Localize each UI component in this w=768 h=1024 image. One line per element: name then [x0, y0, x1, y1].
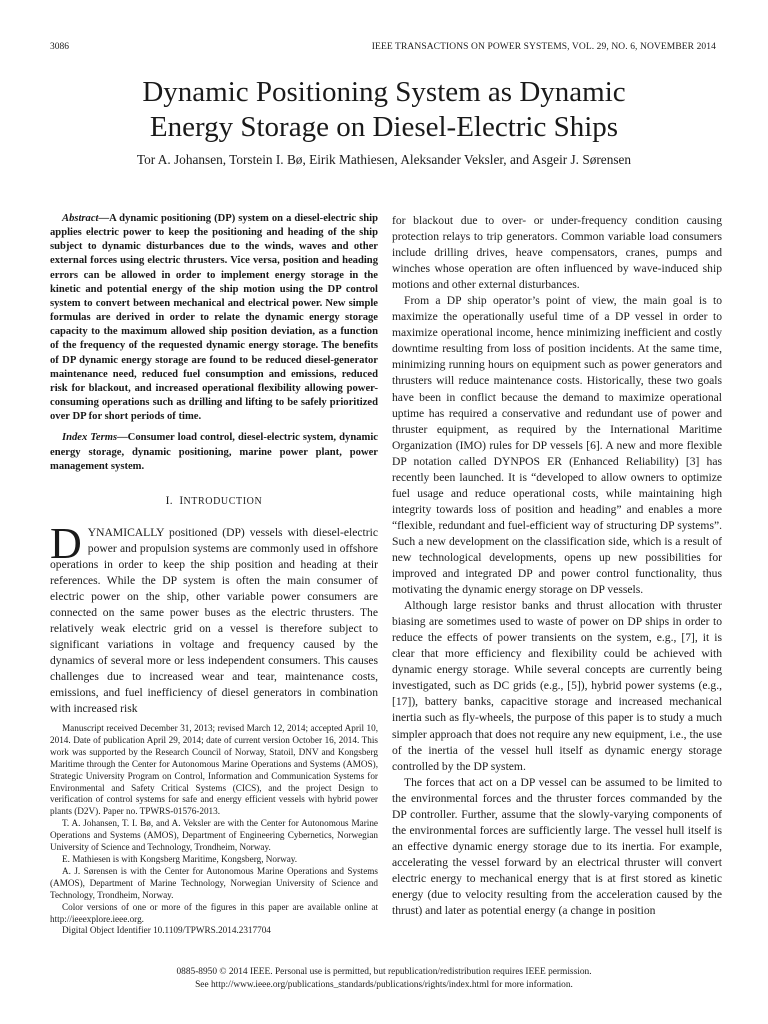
- index-terms-text: —Consumer load control, diesel-electric system, dynamic energy storage, dynamic positioning, marine power plant, power management system.: [50, 432, 378, 472]
- footnote-doi: Digital Object Identifier 10.1109/TPWRS.2014.2317704: [62, 925, 271, 936]
- intro-paragraph: [50, 518, 378, 718]
- right-column: [392, 213, 722, 919]
- footnote-affiliation-3: A. J. Sørensen is with the Center for Autonomous Marine Operations and Systems (AMOS), Department of Marine Technology, Norwegian University of Science and Technology, Trondheim, Norway.: [50, 865, 378, 900]
- copyright-line-1: 0885-8950 © 2014 IEEE. Personal use is permitted, but republication/redistribution requires IEEE permission.: [176, 967, 592, 977]
- intro-first-word: YNAMICALLY: [87, 525, 165, 539]
- author-list: Tor A. Johansen, Torstein I. Bø, Eirik Mathiesen, Aleksander Veksler, and Asgeir J. Sørensen: [136, 152, 632, 167]
- footnote-manuscript: Manuscript received December 31, 2013; revised March 12, 2014; accepted April 10, 2014. Date of publication April 29, 2014; date of current version October 16, 2014. This work was supported by the Research Council of Norway, Statoil, DNV and Kongsberg Maritime through the Center for Autonomous Marine Operations and Systems (AMOS), Strategic University Program on Control, Information and Communication Systems for Environmental and Safety Critical Systems (CICS), and the project Design to verification of control systems for safe and energy efficient vessels with hybrid power plants (D2V). Paper no. TPWRS-01576-2013.: [50, 723, 378, 817]
- intro-text: positioned (DP) vessels with diesel-electric power and propulsion systems are commonly used in offshore operations in order to keep the ship position and heading at their references. While the DP system is often the main consumer of electric power on the ship, other variable power consumers are connected on the same power buses as the electric thrusters. The relatively weak electric grid on a vessel is therefore subject to significant variations in voltage and frequency caused by the dynamics of several more or less independent consumers. This causes challenges due to increased wear and tear, maintenance costs, emissions, and fuel inefficiency of diesel generators in combination with increased risk: [50, 525, 378, 716]
- section-heading-introduction: [50, 493, 378, 510]
- journal-header: IEEE TRANSACTIONS ON POWER SYSTEMS, VOL. 29, NO. 6, NOVEMBER 2014: [371, 42, 716, 52]
- index-terms: [50, 431, 378, 473]
- copyright-notice: [0, 966, 768, 992]
- footnote-affiliation-1: T. A. Johansen, T. I. Bø, and A. Veksler are with the Center for Autonomous Marine Operations and Systems (AMOS), Department of Engineering Cybernetics, Norwegian University of Science and Technology, Trondheim, Norway.: [50, 818, 378, 853]
- footnotes: [50, 723, 378, 937]
- drop-cap: D: [50, 518, 82, 568]
- section-numeral: I.: [165, 494, 173, 507]
- footnote-color-versions: Color versions of one or more of the figures in this paper are available online at http://ieeexplore.ieee.org.: [50, 901, 378, 924]
- abstract: [50, 212, 378, 424]
- abstract-text: —A dynamic positioning (DP) system on a diesel-electric ship applies electric power to keep the positioning and heading of the ship subject to dynamic disturbances due to the winds, waves and other external forces using electric thrusters. Vice versa, position and heading errors can be allowed in order to implement energy storage in the kinetic and potential energy of the ship motion using the DP control system to convert between mechanical and electrical power. New simple formulas are derived in order to relate the dynamic energy storage capacity to the maximum allowed ship position deviation, as a function of the frequency of the requested dynamic energy storage. The benefits of DP dynamic energy storage are found to be reduced diesel-generator maintenance need, reduced fuel consumption and emissions, reduced risk for blackout, and increased operational flexibility allowing power-consuming operations such as drilling and lifting to be safely prioritized over DP for short periods of time.: [50, 213, 378, 423]
- title-line-1: Dynamic Positioning System as Dynamic: [142, 76, 626, 108]
- page-number: 3086: [50, 42, 69, 52]
- abstract-label: Abstract: [62, 213, 99, 224]
- copyright-line-2: See http://www.ieee.org/publications_standards/publications/rights/index.html for more information.: [195, 980, 573, 990]
- body-paragraph: Although large resistor banks and thrust allocation with thruster biasing are sometimes used to waste of power on DP ships in order to reduce the effects of power transients on the system, e.g., [7], it is clear that more efficiency and flexibility could be achieved with dynamic energy storage. While several concepts are currently being investigated, such as DC grids (e.g., [5]), hybrid power systems (e.g., [17]), battery banks, capacitive storage and increased mechanical inertia such as fly-wheels, the purpose of this paper is to study a much simpler approach that does not require any new equipment, i.e., the use of the inertia of the vessel hull itself as dynamic energy storage controlled by the DP system.: [392, 599, 722, 773]
- paper-title: [0, 75, 768, 145]
- index-terms-label: Index Terms: [62, 432, 118, 444]
- section-title-initial: I: [179, 494, 184, 507]
- body-paragraph: The forces that act on a DP vessel can be assumed to be limited to the environmental forces and the thruster forces commanded by the DP controller. Further, assume that the slowly-varying components of the environmental forces are sufficiently large. The vessel hull itself is an effective dynamic energy storage due to its inertia. For example, accelerating the vessel forward by an electrical thruster will convert electric energy to mechanical energy that is at first stored as kinetic energy (due to velocity resulting from the acceleration caused by the thrust) and later as potential energy (a change in position: [392, 775, 722, 918]
- footnote-affiliation-2: E. Mathiesen is with Kongsberg Maritime, Kongsberg, Norway.: [62, 853, 298, 864]
- body-paragraph: for blackout due to over- or under-frequency condition causing protection relays to trip generators. Common variable load consumers include drilling drives, heave compensators, cranes, pumps and winches whose operation are often influenced by wave-induced ship motions and other external disturbances.: [392, 214, 722, 292]
- left-column: [50, 212, 378, 717]
- title-line-2: Energy Storage on Diesel-Electric Ships: [149, 111, 619, 143]
- section-title-rest: NTRODUCTION: [183, 495, 263, 507]
- body-paragraph: From a DP ship operator’s point of view, the main goal is to maximize the operationally useful time of a DP vessel in order to maximize operational income, hence minimizing inefficient and costly downtime resulting from loss of position incidents. At the same time, minimizing running hours on equipment such as power generators and thrusters will reduce maintenance costs. Historically, these two goals have been in conflict because the demand to maximize operational uptime has required a conservative and redundant use of power and thruster equipment, as required by the International Maritime Organization (IMO) rules for DP vessels [6]. A new and more flexible DP notation called DYNPOS ER (Enhanced Reliability) [3] has recently been launched. It is “developed to allow owners to optimize fuel usage and reduce operational costs, while maintaining high integrity towards loss of position and heading” and enables a more “flexible, redundant and fuel-efficient way of structuring DP systems”. Such a new development on the classification side, which is a result of new technological developments, opens up new possibilities for improved and integrated DP and power control functionality, thus motivating the dynamic energy storage on DP vessels.: [392, 294, 722, 597]
